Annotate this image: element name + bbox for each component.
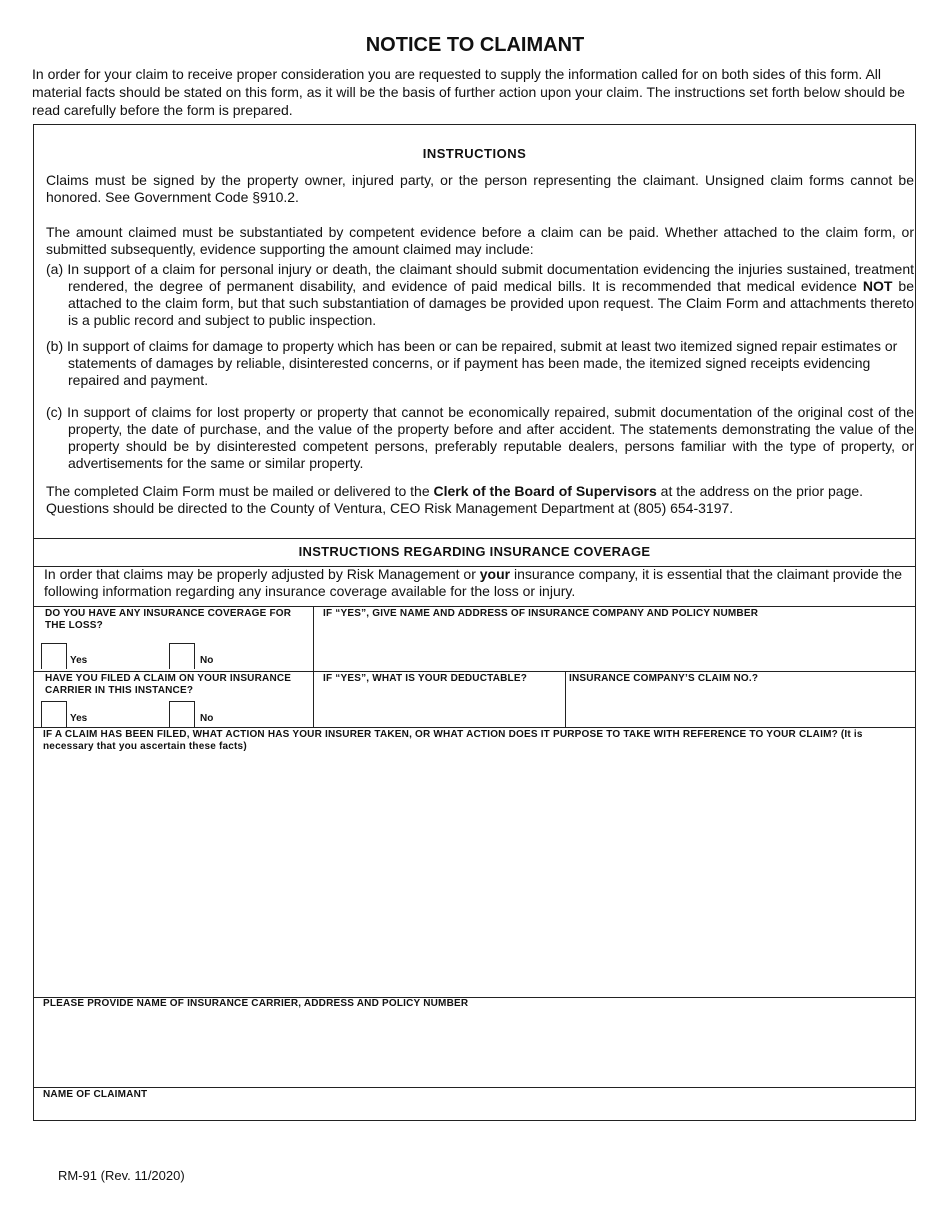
coverage-question-label: DO YOU HAVE ANY INSURANCE COVERAGE FOR THE LOSS? — [45, 608, 292, 631]
coverage-no-checkbox[interactable] — [169, 643, 195, 669]
instructions-closing-paragraph — [46, 483, 914, 517]
insurer-action-input[interactable] — [40, 755, 908, 991]
coverage-no-label: No — [200, 655, 214, 666]
coverage-yes-checkbox[interactable] — [41, 643, 67, 669]
instruction-item-a-emphasis: NOT — [862, 278, 893, 294]
filed-question-label: HAVE YOU FILED A CLAIM ON YOUR INSURANCE CARRIER IN THIS INSTANCE? — [45, 673, 292, 696]
insurance-heading: INSTRUCTIONS REGARDING INSURANCE COVERAGE — [34, 538, 915, 567]
divider — [34, 671, 915, 672]
filed-no-checkbox[interactable] — [169, 701, 195, 727]
form-revision-code: RM-91 (Rev. 11/2020) — [58, 1168, 185, 1183]
instruction-item-a — [46, 261, 914, 329]
carrier-field-label: PLEASE PROVIDE NAME OF INSURANCE CARRIER, ADDRESS AND POLICY NUMBER — [43, 998, 469, 1009]
instruction-item-b: (b) In support of claims for damage to property which has been or can be repaired, submit at least two itemized signed repair estimates or statements of damages by reliable, disinterested concerns, or if payment has been made, the itemized signed receipts evidencing repaired and payment. — [46, 338, 898, 388]
claimant-name-input[interactable] — [234, 1089, 908, 1117]
closing-part2: at the address on the prior page. Questions should be directed to the County of Ventura, CEO Risk Management Department at (805) 654-3197. — [46, 483, 864, 516]
claimant-name-field-label: NAME OF CLAIMANT — [43, 1089, 148, 1100]
filed-yes-checkbox[interactable] — [41, 701, 67, 727]
divider — [565, 671, 566, 727]
intro-paragraph: In order for your claim to receive proper consideration you are requested to supply the information called for on both sides of this form. All material facts should be stated on this form, as it will be the basis of further action upon your claim. The instructions set forth below should be read carefully before the form is prepared. — [32, 66, 905, 118]
filed-yes-label: Yes — [70, 713, 88, 724]
page-title: NOTICE TO CLAIMANT — [365, 34, 585, 56]
divider — [34, 606, 915, 607]
instructions-heading: INSTRUCTIONS — [422, 146, 527, 161]
instructions-signature-paragraph: Claims must be signed by the property owner, injured party, or the person representing the claimant. Unsigned claim forms cannot be honored. See Government Code §910.2. — [46, 172, 914, 205]
insurance-intro-part2: insurance company, it is essential that the claimant provide the following information regarding any insurance coverage available for the loss or injury. — [44, 566, 903, 599]
divider — [34, 727, 915, 728]
divider — [313, 606, 314, 727]
claim-number-field-label: INSURANCE COMPANY’S CLAIM NO.? — [569, 673, 759, 684]
insurer-action-field-label: IF A CLAIM HAS BEEN FILED, WHAT ACTION HAS YOUR INSURER TAKEN, OR WHAT ACTION DOES IT PURPOSE TO TAKE WITH REFERENCE TO YOUR CLAIM? (It is necessary that you ascertain these facts) — [43, 729, 863, 752]
deductible-field-label: IF “YES”, WHAT IS YOUR DEDUCTABLE? — [323, 673, 528, 684]
form-box — [33, 124, 916, 1121]
instruction-item-c: (c) In support of claims for lost property or property that cannot be economically repaired, submit documentation of the original cost of the property, the date of purchase, and the value of the property before and after accident. The statements demonstrating the value of the property should be by disinterested competent persons, preferably reputable dealers, persons familiar with the type of property, or advertisements for the same or similar property. — [46, 404, 914, 471]
instructions-evidence-paragraph: The amount claimed must be substantiated by competent evidence before a claim can be paid. Whether attached to the claim form, or submitted subsequently, evidence supporting the amount claimed may include: — [46, 224, 914, 257]
insurance-intro-part1: In order that claims may be properly adjusted by Risk Management or — [44, 566, 480, 582]
closing-clerk-emphasis: Clerk of the Board of Supervisors — [433, 483, 657, 499]
carrier-input[interactable] — [40, 1013, 908, 1083]
instructions-section — [34, 125, 915, 539]
instruction-item-a-part1: (a) In support of a claim for personal injury or death, the claimant should submit documentation evidencing the injuries sustained, treatment rendered, the degree of permanent disability, and evidence of paid medical bills. It is recommended that medical evidence — [46, 261, 914, 294]
filed-no-label: No — [200, 713, 214, 724]
insurance-intro — [44, 566, 912, 600]
instruction-item-a-part2: be attached to the claim form, but that such substantiation of damages be provided upon request. The Claim Form and attachments thereto is a public record and subject to public inspection. — [68, 278, 915, 328]
divider — [34, 1087, 915, 1088]
coverage-yes-label: Yes — [70, 655, 88, 666]
closing-part1: The completed Claim Form must be mailed or delivered to the — [46, 483, 434, 499]
insurance-intro-emphasis: your — [479, 566, 511, 582]
company-field-label: IF “YES”, GIVE NAME AND ADDRESS OF INSURANCE COMPANY AND POLICY NUMBER — [323, 608, 759, 619]
